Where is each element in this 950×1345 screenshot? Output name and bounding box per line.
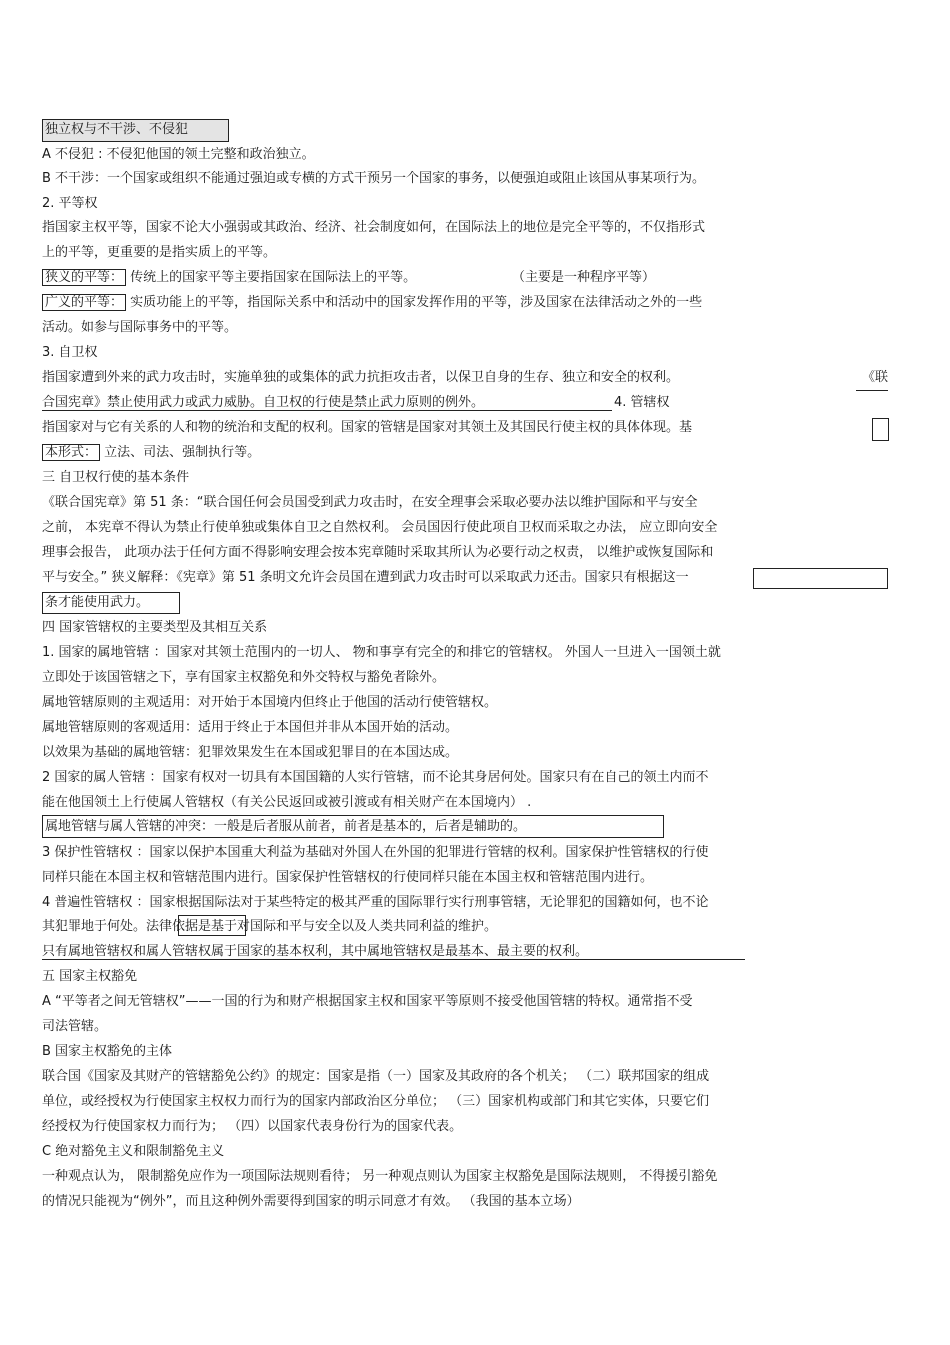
- para-self-defense-2: 合国宪章》禁止使用武力或武力威胁。自卫权的行使是禁止武力原则的例外。: [42, 395, 485, 410]
- para-art51-2: 之前， 本宪章不得认为禁止行使单独或集体自卫之自然权利。 会员国因行使此项自卫权而采取之办法， 应立即向安全: [42, 520, 718, 535]
- para-protective-1: 3 保护性管辖权 ：国家以保护本国重大利益为基础对外国人在外国的犯罪进行管辖的权利。国家保护性管辖权的行使: [42, 845, 709, 860]
- para-immunity-a-1: A “平等者之间无管辖权”——一国的行为和财产根据国家主权和国家平等原则不接受他国管辖的特权。通常指不受: [42, 994, 693, 1009]
- para-basic-rights: 只有属地管辖权和属人管辖权属于国家的基本权利，其中属地管辖权是最基本、最主要的权利。: [42, 944, 589, 959]
- para-un-convention-1: 联合国《国家及其财产的管辖豁免公约》的规定：国家是指（一）国家及其政府的各个机关； （二）联邦国家的组成: [42, 1069, 710, 1084]
- line-basic-forms: [42, 445, 260, 461]
- para-broad-equality-2: 活动。如参与国际事务中的平等。: [42, 320, 238, 335]
- para-views-2: 的情况只能视为“例外”，而且这种例外需要得到国家的明示同意才有效。 （我国的基本立场）: [42, 1194, 580, 1209]
- para-equality-2: 上的平等，更重要的是指实质上的平等。: [42, 245, 277, 260]
- para-equality-1: 指国家主权平等，国家不论大小强弱或其政治、经济、社会制度如何，在国际法上的地位是完全平等的，不仅指形式: [42, 220, 706, 235]
- box-only-basis: [753, 568, 888, 589]
- heading-equality: 2. 平等权: [42, 196, 98, 211]
- para-territorial-1: 1. 国家的属地管辖 ：国家对其领土范围内的一切人、 物和事享有完全的和排它的管辖权。 外国人一旦进入一国领土就: [42, 645, 721, 660]
- para-art51-3: 理事会报告， 此项办法于任何方面不得影响安理会按本宪章随时采取其所认为必要行动之权责， 以维护或恢复国际和: [42, 545, 714, 560]
- note-procedural-equality: （主要是一种程序平等）: [512, 270, 656, 285]
- label-broad-equality: 广义的平等：: [42, 294, 126, 311]
- line-narrow-equality: [42, 270, 416, 286]
- para-territorial-2: 立即处于该国管辖之下，享有国家主权豁免和外交特权与豁免者除外。: [42, 670, 446, 685]
- para-un-convention-3: 经授权为行使国家权力而行为； （四）以国家代表身份行为的国家代表。: [42, 1119, 463, 1134]
- line-broad-equality: [42, 295, 702, 311]
- para-views-1: 一种观点认为， 限制豁免应作为一项国际法规则看待； 另一种观点则认为国家主权豁免是国际法规则， 不得援引豁免: [42, 1169, 718, 1184]
- para-effects: 以效果为基础的属地管辖：犯罪效果发生在本国或犯罪目的在本国达成。: [42, 745, 459, 760]
- label-narrow-equality: 狭义的平等：: [42, 269, 126, 286]
- label-basic-forms: 本形式：: [42, 444, 100, 461]
- heading-independence: 独立权与不干涉、不侵犯: [45, 122, 189, 137]
- text-broad-equality: 实质功能上的平等，指国际关系中和活动中的国家发挥作用的平等，涉及国家在法律活动之外的一些: [130, 295, 703, 310]
- text-basic-forms: 立法、司法、强制执行等。: [104, 445, 261, 460]
- para-art51-4: 平与安全。” 狭义解释：《宪章》第 51 条明文允许会员国在遭到武力攻击时可以采取武力还击。国家只有根据这一: [42, 570, 689, 585]
- para-self-defense-1: 指国家遭到外来的武力攻击时，实施单独的或集体的武力抗拒攻击者，以保卫自身的生存、独立和安全的权利。: [42, 370, 680, 385]
- para-objective: 属地管辖原则的客观适用：适用于终止于本国但并非从本国开始的活动。: [42, 720, 459, 735]
- para-jurisdiction-1: 指国家对与它有关系的人和物的统治和支配的权利。国家的管辖是国家对其领土及其国民行使主权的具体体现。基: [42, 420, 693, 435]
- para-universal-2: 其犯罪地于何处。法律依据是基于对国际和平与安全以及人类共同利益的维护。: [42, 919, 498, 934]
- para-art51-1: 《联合国宪章》第 51 条：“联合国任何会员国受到武力攻击时，在安全理事会采取必要办法以维护国际和平与安全: [42, 495, 698, 510]
- section-four-heading: 四 国家管辖权的主要类型及其相互关系: [42, 620, 268, 635]
- para-immunity-a-2: 司法管辖。: [42, 1019, 108, 1034]
- para-subjective: 属地管辖原则的主观适用：对开始于本国境内但终止于他国的活动行使管辖权。: [42, 695, 498, 710]
- heading-self-defense: 3. 自卫权: [42, 345, 98, 360]
- para-art51-5: 条才能使用武力。: [45, 595, 150, 610]
- heading-jurisdiction: 4. 管辖权: [614, 395, 670, 410]
- text-charter-ref: 《联: [862, 370, 889, 385]
- underline-charter-ref: [856, 390, 888, 391]
- para-personal-2: 能在他国领土上行使属人管辖权（有关公民返回或被引渡或有相关财产在本国境内） .: [42, 795, 532, 810]
- section-five-heading: 五 国家主权豁免: [42, 969, 138, 984]
- para-b-non-intervention: B 不干涉：一个国家或组织不能通过强迫或专横的方式干预另一个国家的事务，以便强迫或阻止该国从事某项行为。: [42, 171, 706, 186]
- para-un-convention-2: 单位，或经授权为行使国家主权权力而行为的国家内部政治区分单位； （三）国家机构或部门和其它实体，只要它们: [42, 1094, 710, 1109]
- para-a-non-aggression: A 不侵犯 : 不侵犯他国的领土完整和政治独立。: [42, 147, 315, 162]
- heading-absolute-restrictive: C 绝对豁免主义和限制豁免主义: [42, 1144, 225, 1159]
- para-universal-1: 4 普遍性管辖权 ：国家根据国际法对于某些特定的极其严重的国际罪行实行刑事管辖，无论罪犯的国籍如何，也不论: [42, 895, 709, 910]
- para-personal-1: 2 国家的属人管辖 ：国家有权对一切具有本国国籍的人实行管辖，而不论其身居何处。国家只有在自己的领土内而不: [42, 770, 709, 785]
- heading-immunity-subjects: B 国家主权豁免的主体: [42, 1044, 173, 1059]
- checkbox-square: [872, 418, 889, 441]
- section-three-heading: 三 自卫权行使的基本条件: [42, 470, 190, 485]
- para-conflict: 属地管辖与属人管辖的冲突：一般是后者服从前者，前者是基本的，后者是辅助的。: [45, 819, 527, 834]
- para-protective-2: 同样只能在本国主权和管辖范围内进行。国家保护性管辖权的行使同样只能在本国主权和管辖范围内进行。: [42, 870, 654, 885]
- text-narrow-equality: 传统上的国家平等主要指国家在国际法上的平等。: [130, 270, 417, 285]
